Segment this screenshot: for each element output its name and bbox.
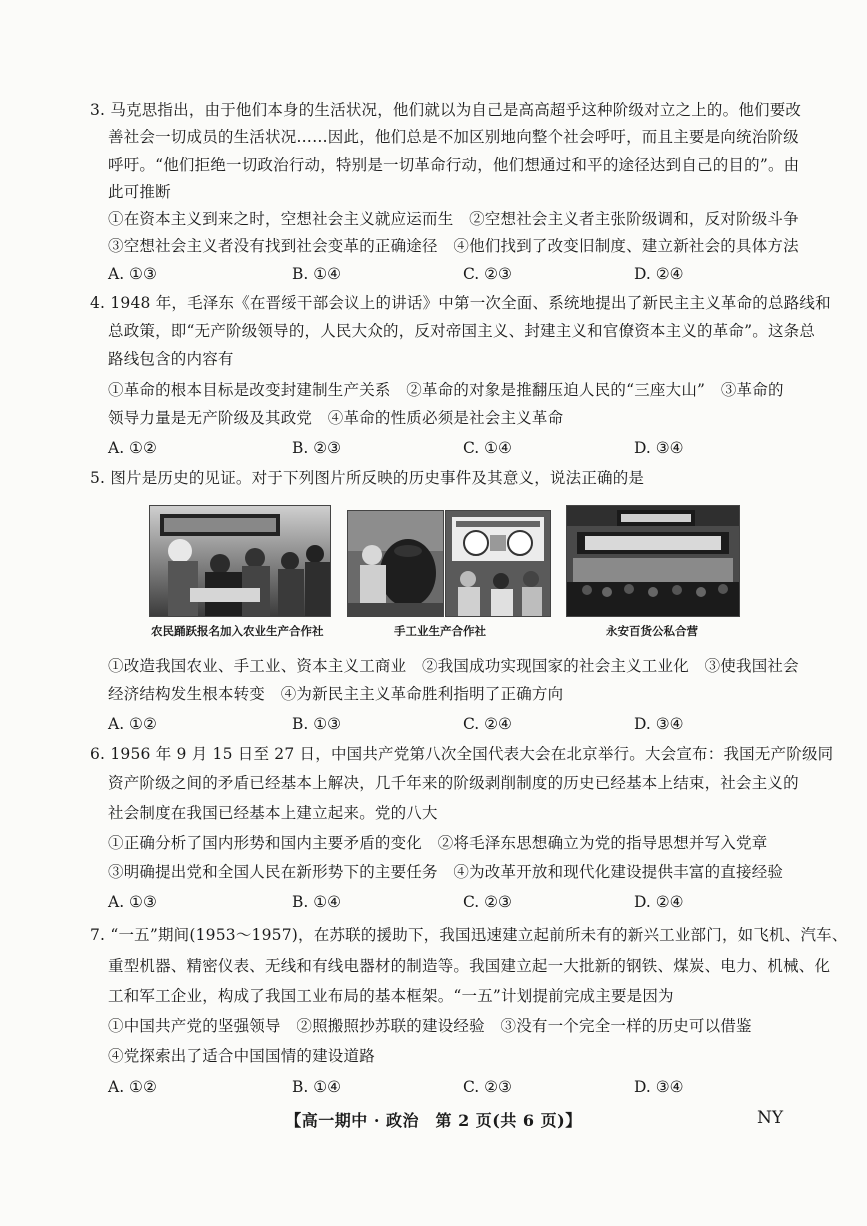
photo-caption: 永安百货公私合营 <box>606 624 698 638</box>
question-text: 呼吁。“他们拒绝一切政治行动，特别是一切革命行动，他们想通过和平的途径达到自己的目的”。由 <box>108 156 800 174</box>
question-text: 资产阶级之间的矛盾已经基本上解决，几千年来的阶级剥削制度的历史已经基本上结束，社会主义的 <box>108 774 799 792</box>
statement-line: ③空想社会主义者没有找到社会变革的正确途径 ④他们找到了改变旧制度、建立新社会的具体方法 <box>108 237 799 255</box>
option-a[interactable]: A. ①② <box>108 439 157 457</box>
option-c[interactable]: C. ②③ <box>463 265 512 283</box>
question-text: 社会制度在我国已经基本上建立起来。党的八大 <box>108 804 438 822</box>
photo-caption: 农民踊跃报名加入农业生产合作社 <box>151 624 324 638</box>
option-b[interactable]: B. ①④ <box>292 265 342 283</box>
statement-line: ①改造我国农业、手工业、资本主义工商业 ②我国成功实现国家的社会主义工业化 ③使我国社会 <box>108 657 799 675</box>
question-text: 重型机器、精密仪表、无线和有线电器材的制造等。我国建立起一大批新的钢铁、煤炭、电力、机械、化 <box>108 957 831 975</box>
option-d[interactable]: D. ②④ <box>634 893 684 911</box>
statement-line: ①正确分析了国内形势和国内主要矛盾的变化 ②将毛泽东思想确立为党的指导思想并写入党章 <box>108 834 768 852</box>
option-a[interactable]: A. ①② <box>108 715 157 733</box>
statement-line: 领导力量是无产阶级及其政党 ④革命的性质必须是社会主义革命 <box>108 409 564 427</box>
statement-line: ①在资本主义到来之时，空想社会主义就应运而生 ②空想社会主义者主张阶级调和，反对阶级斗争 <box>108 210 799 228</box>
option-c[interactable]: C. ②③ <box>463 1078 512 1096</box>
question-text: 总政策，即“无产阶级领导的，人民大众的，反对帝国主义、封建主义和官僚资本主义的革命”。这条总 <box>108 322 816 340</box>
question-text: 此可推断 <box>108 183 171 201</box>
option-d[interactable]: D. ③④ <box>634 715 684 733</box>
page-footer-code: NY <box>757 1108 784 1128</box>
option-b[interactable]: B. ①③ <box>292 715 342 733</box>
photo-farmers-cooperative <box>149 505 331 617</box>
question-text: 6. 1956 年 9 月 15 日至 27 日，中国共产党第八次全国代表大会在北京举行。大会宣布：我国无产阶级同 <box>90 745 834 763</box>
question-text: 4. 1948 年，毛泽东《在晋绥干部会议上的讲话》中第一次全面、系统地提出了新民主主义革命的总路线和 <box>90 294 831 312</box>
statement-line: ③明确提出党和全国人民在新形势下的主要任务 ④为改革开放和现代化建设提供丰富的直接经验 <box>108 863 784 881</box>
option-c[interactable]: C. ①④ <box>463 439 512 457</box>
photo-caption: 手工业生产合作社 <box>394 624 486 638</box>
statement-line: ①中国共产党的坚强领导 ②照搬照抄苏联的建设经验 ③没有一个完全一样的历史可以借鉴 <box>108 1017 752 1035</box>
option-c[interactable]: C. ②③ <box>463 893 512 911</box>
statement-line: ④党探索出了适合中国国情的建设道路 <box>108 1047 375 1065</box>
option-d[interactable]: D. ③④ <box>634 439 684 457</box>
option-b[interactable]: B. ②③ <box>292 439 342 457</box>
page-footer-title: 【高一期中 · 政治 第 2 页(共 6 页)】 <box>285 1111 582 1130</box>
option-a[interactable]: A. ①③ <box>108 265 157 283</box>
option-d[interactable]: D. ③④ <box>634 1078 684 1096</box>
option-b[interactable]: B. ①④ <box>292 1078 342 1096</box>
option-a[interactable]: A. ①③ <box>108 893 157 911</box>
option-c[interactable]: C. ②④ <box>463 715 512 733</box>
statement-line: 经济结构发生根本转变 ④为新民主主义革命胜利指明了正确方向 <box>108 685 564 703</box>
question-text: 5. 图片是历史的见证。对于下列图片所反映的历史事件及其意义，说法正确的是 <box>90 469 645 487</box>
option-d[interactable]: D. ②④ <box>634 265 684 283</box>
statement-line: ①革命的根本目标是改变封建制生产关系 ②革命的对象是推翻压迫人民的“三座大山” ③革命的 <box>108 381 784 399</box>
question-text: 7. “一五”期间(1953～1957)，在苏联的援助下，我国迅速建立起前所未有的新兴工业部门，如飞机、汽车、 <box>90 926 848 944</box>
photo-wing-on-department-store <box>566 505 740 617</box>
photo-handicraft-cooperative-right <box>445 510 551 617</box>
question-text: 善社会一切成员的生活状况……因此，他们总是不加区别地向整个社会呼吁，而且主要是向统治阶级 <box>108 128 799 146</box>
question-text: 3. 马克思指出，由于他们本身的生活状况，他们就以为自己是高高超乎这种阶级对立之上的。他们要改 <box>90 101 802 119</box>
photo-handicraft-cooperative-left <box>347 510 444 617</box>
question-text: 工和军工企业，构成了我国工业布局的基本框架。“一五”计划提前完成主要是因为 <box>108 987 674 1005</box>
question-text: 路线包含的内容有 <box>108 350 234 368</box>
option-b[interactable]: B. ①④ <box>292 893 342 911</box>
option-a[interactable]: A. ①② <box>108 1078 157 1096</box>
